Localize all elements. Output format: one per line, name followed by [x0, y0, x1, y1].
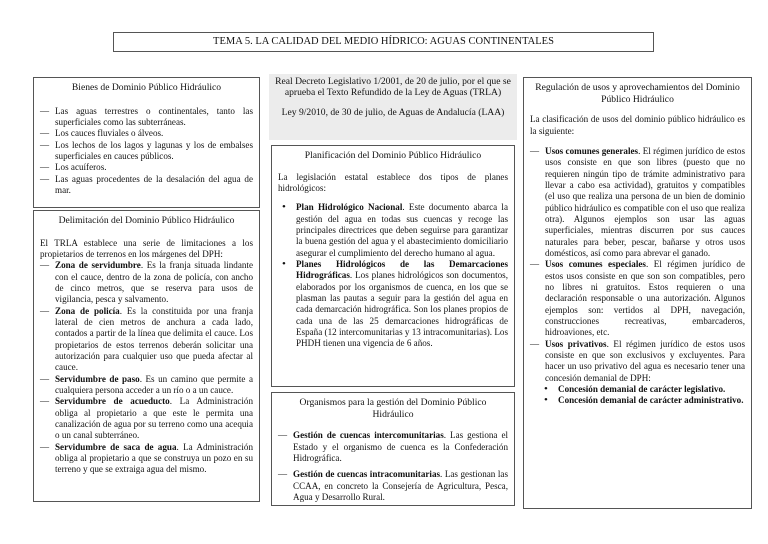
list-item	[40, 260, 253, 305]
list-item	[278, 259, 508, 350]
item-term: Gestión de cuencas intercomunitarias	[293, 430, 444, 441]
regulacion-heading: Regulación de usos y aprovechamientos del Dominio Público Hidráulico	[535, 82, 740, 105]
item-text: . El régimen jurídico de estos usos consiste en que son son compatibles, pero no libres ni gratuitos. Estos requieren o una declaración responsable o una autorización. Algunos ejemplos son: vertidos al DPH, navegación, construcciones recreativas, embarcaderos, hidroaviones, etc.	[545, 259, 745, 338]
list-item	[40, 442, 253, 476]
list-item	[540, 384, 745, 395]
item-text: . Es un camino que permite a cualquiera persona acceder a un río o a un cauce.	[55, 373, 253, 396]
item-text: . La Administración obliga al propietario a que este le permita una canalización de agua por su terreno como una acequia o un canal subterráneo.	[55, 396, 254, 441]
organismos-box	[271, 392, 515, 506]
planificacion-intro: La legislación estatal establece dos tipos de planes hidrológicos:	[278, 171, 508, 193]
ley-text: Ley 9/2010, de 30 de julio, de Aguas de Andalucía (LAA)	[281, 106, 505, 118]
item-term: Servidumbre de acueducto	[55, 396, 170, 407]
regulacion-intro: La clasificación de usos del dominio público hidráulico es la siguiente:	[530, 114, 745, 136]
list-item	[530, 259, 745, 338]
title-box	[113, 32, 654, 52]
item-term: Servidumbre de saca de agua	[55, 441, 177, 452]
item-text: . Es la franja situada lindante con el cauce, dentro de la zona de policía, con ancho de cinco metros, que se reserva para usos de vigilancia, pesca y salvamento.	[55, 260, 253, 305]
item-text: . La Administración obliga al propietario a que se construya un pozo en su terreno y que se extraiga agua del mismo.	[55, 441, 253, 475]
item-term: Plan Hidrológico Nacional	[296, 202, 403, 213]
item-term: Usos comunes generales	[545, 145, 639, 156]
page-title: TEMA 5. LA CALIDAD DEL MEDIO HÍDRICO: AGUAS CONTINENTALES	[213, 36, 554, 47]
list-item	[278, 430, 508, 464]
item-term: Gestión de cuencas intracomunitarias	[293, 469, 441, 480]
regulacion-sublist	[540, 384, 745, 407]
decreto-text: Real Decreto Legislativo 1/2001, de 20 de julio, por el que se aprueba el Texto Refundido de la Ley de Aguas (TRLA)	[275, 76, 511, 99]
item-text: . Las gestionan las CCAA, en concreto la Consejería de Agricultura, Pesca, Agua y Desarrollo Rural.	[293, 469, 508, 502]
list-item: — Los cauces fluviales o álveos.	[40, 128, 253, 139]
organismos-heading: Organismos para la gestión del Dominio Público Hidráulico	[299, 397, 487, 420]
item-text: . Las gestiona el Estado y el organismo de cuenca es la Confederación Hidrográfica.	[293, 430, 509, 463]
item-text: . Es la constituida por una franja lateral de cien metros de anchura a cada lado, contados a partir de la línea que delimita el cauce. Los propietarios de estos terrenos deberán solicitar una autorización para cualquier uso que pueda afectar al cauce.	[55, 305, 253, 373]
delimitacion-intro: El TRLA establece una serie de limitaciones a los propietarios de terrenos en los márgenes del DPH:	[40, 237, 253, 259]
delimitacion-list	[40, 260, 253, 476]
planificacion-box	[271, 145, 515, 387]
list-item	[530, 146, 745, 259]
delimitacion-box	[33, 210, 260, 502]
subitem-text: Concesión demanial de carácter administrativo.	[558, 395, 744, 406]
list-item	[540, 395, 745, 406]
list-item: — Los lechos de los lagos y lagunas y los de embalses superficiales en cauces públicos.	[40, 140, 253, 163]
item-text: . El régimen jurídico de estos usos consiste en que son libres (puesto que no requieren ningún tipo de trámite administrativo para llevar a cabo esa actividad), gratuitos y compatibles (el uso que realiza una persona de un bien de dominio público hidráulico es compatible con el uso que realiza otra). Algunos ejemplos son usar las aguas superficiales, mientras discurren por sus cauces naturales para beber, pescar, bañarse y otros usos domésticos, así como para abrevar el ganado.	[545, 145, 746, 258]
list-item	[530, 339, 745, 384]
item-text: . El régimen jurídico de estos usos consiste en que son exclusivos y excluyentes. Para hacer un uso privativo del agua es necesario tener una concesión demanial de DPH:	[545, 338, 745, 383]
list-item	[40, 396, 253, 441]
organismos-list	[278, 430, 508, 503]
item-text: . Los planes hidrológicos son documentos, elaborados por los organismos de cuenca, en los que se plasman las pautas a seguir para la gestión del agua en cada demarcación hidrográfica. Son los planes propios de cada una de las 25 demarcaciones hidrográficas de España (12 intercomunitarias y 13 intracomunitarias). Los PHDH tienen una vigencia de 6 años.	[296, 270, 508, 349]
item-term: Planes Hidrológicos de las Demarcaciones Hidrográficas	[296, 259, 508, 281]
regulacion-box	[523, 77, 752, 509]
list-item	[278, 469, 508, 503]
item-term: Zona de policía	[55, 305, 120, 316]
list-item	[278, 202, 508, 259]
item-term: Zona de servidumbre	[55, 260, 141, 271]
bienes-list	[40, 106, 253, 197]
list-item: — Los acuíferos.	[40, 162, 253, 173]
item-text: . Este documento abarca la gestión del agua en todas sus cuencas y recoge las principales directrices que deben seguirse para garantizar la buena gestión del agua y el abastecimiento domiciliario asegurar el cumplimiento del derecho humano al agua.	[296, 202, 508, 258]
planificacion-list	[278, 202, 508, 349]
delimitacion-heading: Delimitación del Dominio Público Hidráulico	[58, 215, 235, 226]
list-item	[40, 306, 253, 374]
list-item	[40, 374, 253, 397]
list-item: — Las aguas procedentes de la desalación del agua de mar.	[40, 174, 253, 197]
bienes-box	[33, 77, 260, 208]
subitem-text: Concesión demanial de carácter legislativo.	[558, 384, 726, 395]
item-term: Servidumbre de paso	[55, 373, 140, 384]
planificacion-heading: Planificación del Dominio Público Hidráulico	[304, 150, 482, 161]
item-term: Usos privativos	[545, 338, 607, 349]
list-item: — Las aguas terrestres o continentales, tanto las superficiales como las subterráneas.	[40, 106, 253, 129]
legislacion-panel	[269, 74, 517, 140]
item-term: Usos comunes especiales	[545, 259, 646, 270]
bienes-heading: Bienes de Dominio Público Hidráulico	[71, 82, 222, 93]
regulacion-list	[530, 146, 745, 384]
